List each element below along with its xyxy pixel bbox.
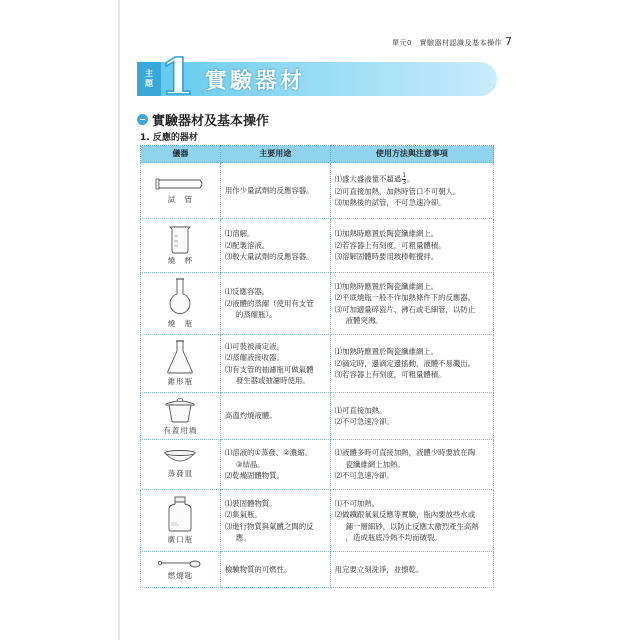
beaker-icon [166, 224, 194, 254]
purpose-line: ⑵乾燥固體物質。 [224, 471, 284, 481]
purpose-line: 高溫灼燒液體。 [224, 411, 277, 421]
purpose-line: ⑴溶解。 [224, 229, 255, 239]
fraction-denominator: 3 [402, 178, 407, 186]
usage-line: ⑵滴定時，邊滴定邊搖動，液體不易濺出。 [334, 358, 476, 368]
topic-title: 實驗器材 [205, 69, 306, 94]
header-equipment: 儀器 [141, 146, 221, 163]
purpose-cell [220, 552, 330, 588]
equipment-cell [141, 552, 221, 588]
equipment-name: 燒 杯 [167, 256, 194, 266]
purpose-cell [220, 163, 330, 219]
purpose-line: ⑶有支管的抽濾瓶可做氣體 [224, 364, 314, 374]
purpose-line: ⑵液體的蒸餾（使用有支管 [224, 298, 314, 308]
equipment-cell [141, 393, 221, 440]
equipment-name: 蒸發皿 [167, 469, 194, 479]
usage-line: ⑵若容器上有刻度，可粗量體積。 [334, 240, 446, 250]
usage-cell [330, 219, 493, 273]
header-usage: 使用方法與注意事項 [330, 146, 493, 163]
header-purpose: 主要用途 [220, 146, 330, 163]
usage-line: ⑶加熱後的試管，不可急速冷卻。 [334, 198, 446, 207]
equipment-name: 錐形瓶 [167, 377, 194, 387]
usage-line: 瓷纖維網上加熱。 [345, 459, 405, 469]
table-row [141, 393, 494, 440]
purpose-line: 的蒸餾瓶）。 [235, 310, 277, 320]
table-header-row [141, 146, 494, 163]
purpose-cell [220, 440, 330, 490]
usage-cell [330, 552, 493, 588]
purpose-line: 應。 [235, 533, 251, 542]
purpose-cell [220, 393, 330, 440]
evaporating-dish-icon [162, 449, 198, 467]
equipment-cell [141, 490, 221, 552]
usage-cell [330, 335, 493, 393]
topic-tag-line2: 題 [145, 79, 153, 88]
usage-line: 用完要立刻洗淨，並擦乾。 [334, 564, 424, 574]
usage-line: ⑴加熱時應置於陶瓷纖維網上。 [334, 281, 439, 291]
usage-line: ⑵平底燒瓶一般不作加熱條件下的反應器。 [334, 293, 476, 302]
purpose-line: ⑶進行物質與氣體之間的反 [224, 521, 314, 531]
table-row [141, 440, 494, 490]
equipment-cell [141, 219, 221, 273]
usage-cell [330, 163, 493, 219]
section-title [137, 110, 269, 129]
purpose-line: ⑴反應容器。 [224, 287, 270, 297]
usage-cell [330, 393, 493, 440]
equipment-name: 試 管 [167, 195, 194, 205]
purpose-cell [220, 335, 330, 393]
usage-cell [330, 440, 493, 490]
usage-line: ⑴不可加熱。 [334, 498, 380, 508]
table-row [141, 273, 494, 335]
usage-line: 液體突沸。 [345, 316, 383, 325]
usage-line: ⑵做鐵跟氧氣反應等實驗，瓶內要放些水或 [334, 510, 476, 519]
usage-text: ⑴盛大盛液量不超過 [334, 174, 402, 183]
purpose-cell [220, 273, 330, 335]
equipment-name: 燃燒匙 [167, 571, 194, 581]
equipment-cell [141, 163, 221, 219]
purpose-line: ⑵蒸餾液接收器。 [224, 353, 284, 362]
equipment-name: 有蓋坩堝 [163, 425, 198, 435]
table-row [141, 490, 494, 552]
section-bullet-icon [137, 114, 148, 125]
section-title-text: 實驗器材及基本操作 [152, 114, 270, 129]
usage-cell [330, 273, 493, 335]
usage-line: ⑵不可急速冷卻。 [334, 417, 394, 426]
purpose-line: ⑴可裝被滴定液。 [224, 341, 284, 351]
page-edge [118, 0, 120, 640]
purpose-line: 檢驗物質的可燃性。 [224, 564, 292, 574]
table-row [141, 219, 494, 273]
topic-tag-line1: 主 [145, 69, 153, 78]
equipment-cell [141, 440, 221, 490]
usage-line: ，造成瓶底冷熱不均而破裂。 [345, 533, 442, 542]
equipment-name: 廣口瓶 [167, 535, 194, 545]
page-number: 7 [505, 35, 512, 48]
fraction-numerator: 1 [402, 171, 407, 179]
topic-number: 1 [160, 47, 195, 106]
table-row [141, 163, 494, 219]
usage-line: ⑶溶解固體時要用玻棒輕攪拌。 [334, 252, 439, 262]
flask-icon [166, 277, 194, 317]
usage-cell [330, 490, 493, 552]
purpose-cell [220, 219, 330, 273]
purpose-line: ⑴溶液的①蒸發、②濃縮、 [224, 448, 312, 458]
equipment-name: 燒 瓶 [167, 319, 194, 329]
usage-suffix: 。 [407, 174, 415, 183]
purpose-line: 發生器或抽濾時使用。 [235, 376, 310, 385]
equipment-cell [141, 273, 221, 335]
crucible-icon [163, 396, 197, 424]
combustion-spoon-icon [157, 557, 203, 569]
purpose-line: ⑴裝固體物質。 [224, 498, 277, 508]
erlenmeyer-flask-icon [165, 339, 195, 375]
usage-line: ⑴加熱時應置於陶瓷纖維網上。 [334, 347, 439, 357]
running-head: 單元0 實驗器材認識及基本操作 [392, 39, 502, 47]
fraction [402, 173, 406, 186]
usage-line: ⑵可直接加熱，加熱時管口不可朝人。 [334, 186, 461, 196]
table-row [141, 552, 494, 588]
purpose-line: ③結晶。 [235, 459, 265, 469]
purpose-line: ⑶較大量試劑的反應容器。 [224, 252, 314, 262]
usage-line: ⑴可直接加熱。 [334, 405, 387, 415]
equipment-cell [141, 335, 221, 393]
usage-line: ⑴液體多時可直接加熱，液體少時要放在陶 [334, 448, 476, 458]
usage-line: ⑶可加適量碎瓷片、沸石或毛細管，以防止 [334, 304, 476, 314]
usage-line: 鋪一層細砂，以防止反應太激烈產生高熱 [345, 521, 479, 531]
purpose-line: 用作少量試劑的反應容器。 [224, 185, 314, 195]
purpose-line: ⑵配製溶液。 [224, 240, 270, 250]
purpose-line: ⑵集氣瓶。 [224, 510, 262, 519]
usage-line: ⑴加熱時應置於陶瓷纖維網上。 [334, 229, 439, 239]
usage-line [335, 173, 489, 186]
topic-tag [137, 62, 161, 96]
sub-title: 1. 反應的器材 [140, 133, 198, 143]
usage-line: ⑵不可急速冷卻。 [334, 471, 394, 481]
table-row [141, 335, 494, 393]
test-tube-icon [154, 175, 206, 193]
usage-line: ⑶若容器上有刻度，可粗量體積。 [334, 370, 446, 380]
wide-mouth-bottle-icon [167, 495, 193, 533]
equipment-table [140, 145, 494, 588]
purpose-cell [220, 490, 330, 552]
